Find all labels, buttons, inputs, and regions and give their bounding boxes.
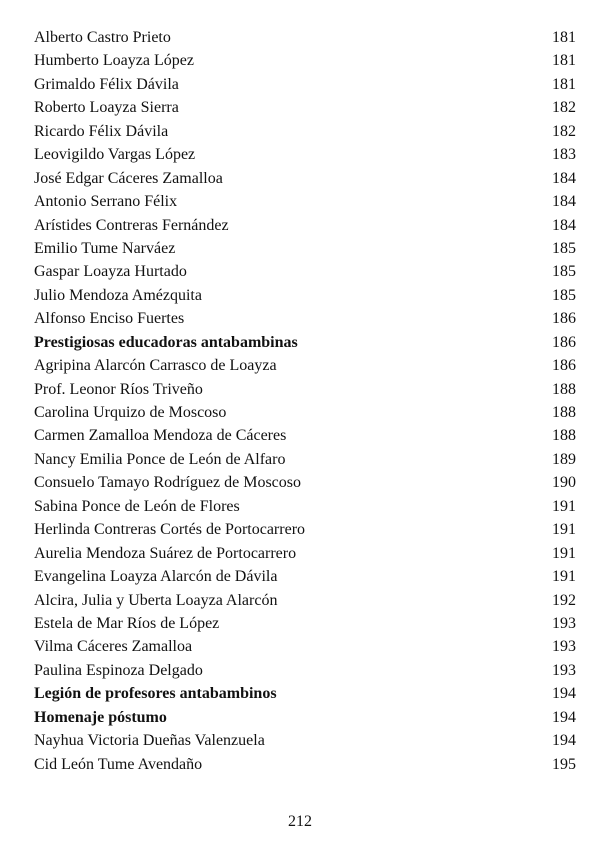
entry-title: Ricardo Félix Dávila bbox=[34, 122, 169, 140]
entry-page-number: 186 bbox=[552, 357, 576, 375]
toc-entry bbox=[34, 354, 576, 377]
entry-title: Homenaje póstumo bbox=[34, 708, 167, 726]
entry-page-number: 182 bbox=[552, 122, 576, 140]
toc-entry bbox=[34, 120, 576, 143]
entry-title: Consuelo Tamayo Rodríguez de Moscoso bbox=[34, 474, 301, 492]
entry-page-number: 194 bbox=[552, 708, 576, 726]
entry-title: Julio Mendoza Amézquita bbox=[34, 286, 202, 304]
toc-entry bbox=[34, 565, 576, 588]
toc-entry bbox=[34, 73, 576, 96]
entry-title: Roberto Loayza Sierra bbox=[34, 99, 179, 117]
entry-page-number: 181 bbox=[552, 29, 576, 46]
toc-entry bbox=[34, 635, 576, 658]
entry-title: José Edgar Cáceres Zamalloa bbox=[34, 169, 223, 187]
entry-title: Leovigildo Vargas López bbox=[34, 146, 196, 164]
entry-title: Carolina Urquizo de Moscoso bbox=[34, 404, 227, 421]
entry-page-number: 186 bbox=[552, 310, 576, 328]
toc-entry bbox=[34, 260, 576, 283]
entry-page-number: 182 bbox=[552, 99, 576, 117]
entry-title: Arístides Contreras Fernández bbox=[34, 216, 229, 234]
toc-entry bbox=[34, 542, 576, 565]
toc-entry bbox=[34, 729, 576, 752]
entry-title: Prof. Leonor Ríos Triveño bbox=[34, 380, 203, 398]
entry-title: Agripina Alarcón Carrasco de Loayza bbox=[34, 357, 277, 375]
toc-entry bbox=[34, 518, 576, 541]
entry-title: Carmen Zamalloa Mendoza de Cáceres bbox=[34, 427, 287, 445]
table-of-contents bbox=[34, 26, 576, 776]
entry-title: Vilma Cáceres Zamalloa bbox=[34, 638, 193, 656]
toc-entry bbox=[34, 284, 576, 307]
toc-entry bbox=[34, 378, 576, 401]
entry-page-number: 185 bbox=[552, 263, 576, 281]
entry-title: Alcira, Julia y Uberta Loayza Alarcón bbox=[34, 591, 278, 609]
entry-title: Estela de Mar Ríos de López bbox=[34, 614, 220, 632]
entry-title: Paulina Espinoza Delgado bbox=[34, 661, 203, 679]
entry-page-number: 193 bbox=[552, 638, 576, 656]
entry-title: Aurelia Mendoza Suárez de Portocarrero bbox=[34, 544, 297, 562]
entry-page-number: 194 bbox=[552, 732, 576, 750]
entry-page-number: 194 bbox=[552, 685, 576, 703]
toc-section-heading bbox=[34, 682, 576, 705]
toc-entry bbox=[34, 143, 576, 166]
toc-entry bbox=[34, 471, 576, 494]
entry-page-number: 190 bbox=[552, 474, 576, 492]
entry-page-number: 191 bbox=[552, 544, 576, 562]
entry-title: Alberto Castro Prieto bbox=[34, 29, 171, 46]
entry-page-number: 184 bbox=[552, 216, 576, 234]
entry-title: Cid León Tume Avendaño bbox=[34, 755, 203, 773]
toc-entry bbox=[34, 401, 576, 424]
toc-entry bbox=[34, 214, 576, 237]
toc-entry bbox=[34, 753, 576, 776]
toc-entry bbox=[34, 589, 576, 612]
toc-section-heading bbox=[34, 706, 576, 729]
entry-title: Herlinda Contreras Cortés de Portocarrero bbox=[34, 521, 306, 539]
toc-section-heading bbox=[34, 331, 576, 354]
entry-title: Emilio Tume Narváez bbox=[34, 239, 176, 257]
entry-page-number: 195 bbox=[552, 755, 576, 773]
toc-entry bbox=[34, 659, 576, 682]
entry-page-number: 186 bbox=[552, 333, 576, 351]
entry-page-number: 191 bbox=[552, 521, 576, 539]
entry-title: Nancy Emilia Ponce de León de Alfaro bbox=[34, 450, 286, 468]
toc-entry bbox=[34, 167, 576, 190]
toc-entry bbox=[34, 237, 576, 260]
entry-page-number: 191 bbox=[552, 568, 576, 586]
entry-title: Humberto Loayza López bbox=[34, 52, 194, 70]
entry-page-number: 185 bbox=[552, 286, 576, 304]
entry-title: Prestigiosas educadoras antabambinas bbox=[34, 333, 298, 351]
entry-page-number: 184 bbox=[552, 169, 576, 187]
toc-entry bbox=[34, 26, 576, 49]
toc-entry bbox=[34, 424, 576, 447]
entry-page-number: 193 bbox=[552, 614, 576, 632]
entry-page-number: 181 bbox=[552, 75, 576, 93]
entry-page-number: 188 bbox=[552, 427, 576, 445]
entry-title: Antonio Serrano Félix bbox=[34, 193, 178, 211]
toc-entry bbox=[34, 49, 576, 72]
entry-title: Gaspar Loayza Hurtado bbox=[34, 263, 187, 281]
entry-title: Sabina Ponce de León de Flores bbox=[34, 497, 240, 515]
entry-page-number: 181 bbox=[552, 52, 576, 70]
toc-entry bbox=[34, 495, 576, 518]
page-number: 212 bbox=[288, 813, 312, 830]
entry-title: Legión de profesores antabambinos bbox=[34, 685, 277, 703]
toc-entry bbox=[34, 448, 576, 471]
entry-page-number: 191 bbox=[552, 497, 576, 515]
entry-page-number: 183 bbox=[552, 146, 576, 164]
entry-title: Alfonso Enciso Fuertes bbox=[34, 310, 185, 328]
entry-page-number: 189 bbox=[552, 450, 576, 468]
entry-title: Nayhua Victoria Dueñas Valenzuela bbox=[34, 732, 265, 750]
entry-page-number: 184 bbox=[552, 193, 576, 211]
entry-page-number: 192 bbox=[552, 591, 576, 609]
entry-page-number: 188 bbox=[552, 380, 576, 398]
toc-entry bbox=[34, 612, 576, 635]
entry-title: Grimaldo Félix Dávila bbox=[34, 75, 179, 93]
entry-title: Evangelina Loayza Alarcón de Dávila bbox=[34, 568, 278, 586]
toc-entry bbox=[34, 307, 576, 330]
entry-page-number: 193 bbox=[552, 661, 576, 679]
entry-page-number: 185 bbox=[552, 239, 576, 257]
toc-entry bbox=[34, 190, 576, 213]
toc-entry bbox=[34, 96, 576, 119]
entry-page-number: 188 bbox=[552, 404, 576, 421]
